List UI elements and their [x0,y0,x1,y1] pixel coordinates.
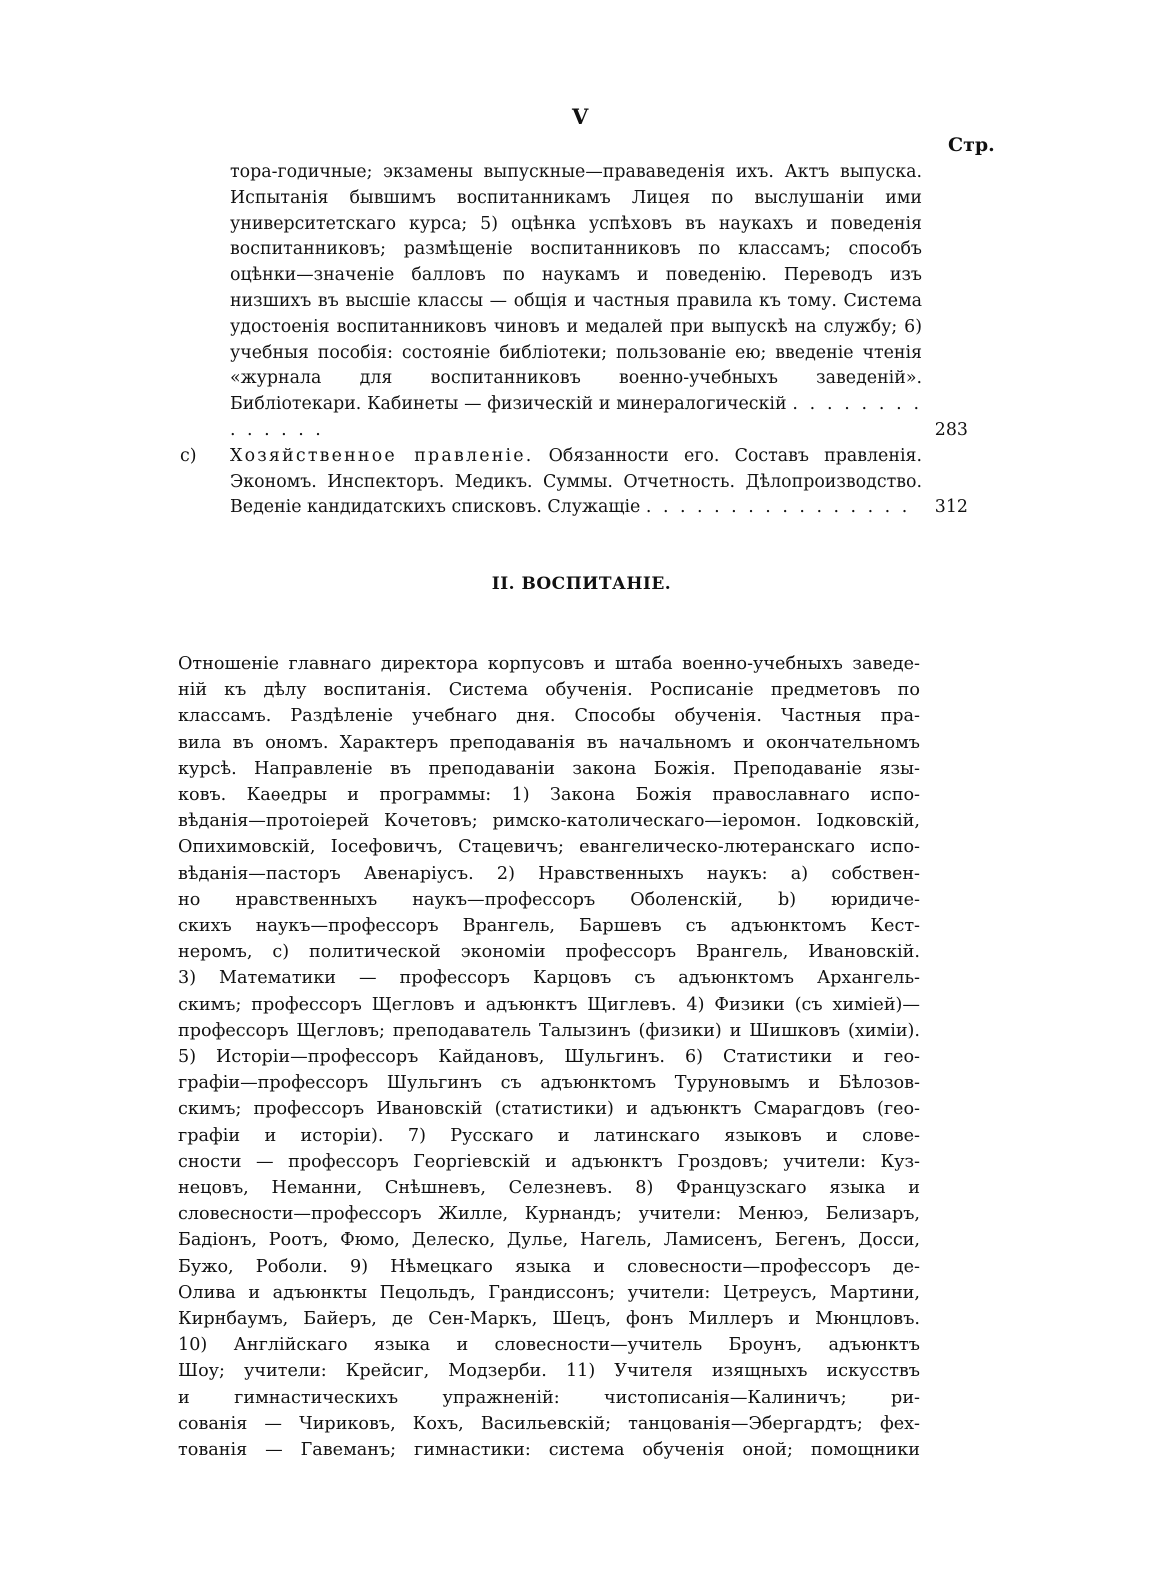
toc-entry-b [180,160,968,444]
toc-entry-c-text: Хозяйственное правленіе. Обязанности его. Составъ правленія. Экономъ. Инспекторъ. Медикъ. Суммы. Отчетность. Дѣлопроизводство. Веденіе кандидатскихъ списковъ. Служащіе . . . . . . . . . . . . . . . . [230,445,922,518]
body-line: вила въ ономъ. Характеръ преподаванія въ начальномъ и окончательномъ [178,732,920,753]
body-line: Бадіонъ, Роотъ, Фюмо, Делеско, Дулье, Нагель, Ламисенъ, Бегенъ, Досси, [178,1230,920,1251]
toc-entry-b-text: тора-годичные; экзамены выпускные—прававеденія ихъ. Актъ выпуска. Испытанія бывшимъ воспитанникамъ Лицея по выслушаніи ими университетскаго курса; 5) оцѣнка успѣховъ въ наукахъ и поведенія воспитанниковъ; размѣщеніе воспитанниковъ по классамъ; способъ оцѣнки—значеніе балловъ по наукамъ и поведенію. Переводъ изъ низшихъ въ высшіе классы — общія и частныя правила къ тому. Система удостоенія воспитанниковъ чиновъ и медалей при выпускѣ на службу; 6) учебныя пособія: состояніе библіотеки; пользованіе ею; введеніе чтенія «журнала для воспитанниковъ военно-учебныхъ заведеній». Библіотекари. Кабинеты — физическій и минералогическій . . . . . . . . . . . . . . [230,162,923,440]
body-line: нецовъ, Неманни, Снѣшневъ, Селезневъ. 8) Французскаго языка и [178,1178,920,1199]
body-line: словесности—профессоръ Жилле, Курнандъ; учители: Менюэ, Белизаръ, [178,1204,920,1225]
body-line: курсѣ. Направленіе въ преподаваніи закона Божія. Преподаваніе язы- [178,758,920,779]
table-of-contents [180,160,968,521]
body-line: профессоръ Щегловъ; преподаватель Талызинъ (физики) и Шишковъ (химіи). [178,1020,920,1041]
body-line: вѣданія—пасторъ Авенаріусъ. 2) Нравственныхъ наукъ: a) собствен- [178,863,920,884]
body-line: но нравственныхъ наукъ—профессоръ Оболенскій, b) юридиче- [178,889,920,910]
body-line: сованія — Чириковъ, Кохъ, Васильевскій; танцованія—Эбергардтъ; фех- [178,1413,920,1434]
toc-entry-c-heading: Хозяйственное правленіе. [230,445,534,466]
body-line: Шоу; учители: Крейсиг, Модзерби. 11) Учителя изящныхъ искусствъ [178,1361,920,1382]
body-line: неромъ, c) политической экономіи профессоръ Врангель, Ивановскій. [178,942,920,963]
body-line: тованія — Гавеманъ; гимнастики: система обученія оной; помощники [178,1440,920,1461]
toc-entry-c [180,444,968,521]
body-line: ковъ. Каѳедры и программы: 1) Закона Божія православнаго испо- [178,785,920,806]
body-line: 10) Англійскаго языка и словесности—учитель Броунъ, адъюнктъ [178,1335,920,1356]
body-line: графіи и исторіи). 7) Русскаго и латинскаго языковъ и слове- [178,1125,920,1146]
body-paragraph [178,651,920,1463]
body-line: 3) Математики — профессоръ Карцовъ съ адъюнктомъ Архангель- [178,968,920,989]
body-line: скимъ; профессоръ Ивановскій (статистики) и адъюнктъ Смарагдовъ (гео- [178,1099,920,1120]
section-title: II. ВОСПИТАНІЕ. [491,574,672,594]
body-line: Бужо, Роболи. 9) Нѣмецкаго языка и словесности—профессоръ де- [178,1256,920,1277]
body-line: и гимнастическихъ упражненій: чистописанія—Калиничъ; ри- [178,1387,920,1408]
body-line: скихъ наукъ—профессоръ Врангель, Баршевъ съ адъюнктомъ Кест- [178,916,920,937]
body-line: Олива и адъюнкты Пецольдъ, Грандиссонъ; учители: Цетреусъ, Мартини, [178,1282,920,1303]
toc-entry-b-page: 283 [934,419,968,440]
body-line: Кирнбаумъ, Байеръ, де Сен-Маркъ, Шецъ, фонъ Миллеръ и Мюнцловъ. [178,1309,920,1330]
body-line: вѣданія—протоіерей Кочетовъ; римско-католическаго—іеромон. Іодковскій, [178,811,920,832]
body-line: ній къ дѣлу воспитанія. Система обученія. Росписаніе предметовъ по [178,680,920,701]
toc-entry-c-marker: c) [180,445,197,466]
page-column-label: Стр. [948,134,995,156]
body-line: Отношеніе главнаго директора корпусовъ и штаба военно-учебныхъ заведе- [178,654,920,674]
body-line: графіи—профессоръ Шульгинъ съ адъюнктомъ Туруновымъ и Бѣлозов- [178,1073,920,1094]
body-line: скимъ; профессоръ Щегловъ и адъюнктъ Щиглевъ. 4) Физики (съ химіей)— [178,994,920,1015]
page-number: V [572,104,589,129]
body-line: классамъ. Раздѣленіе учебнаго дня. Способы обученія. Частныя пра- [178,706,920,727]
body-line: Опихимовскій, Іосефовичъ, Стацевичъ; евангелическо-лютеранскаго испо- [178,837,920,858]
toc-entry-c-page: 312 [934,497,968,518]
body-line: 5) Исторіи—профессоръ Кайдановъ, Шульгинъ. 6) Статистики и гео- [178,1047,920,1068]
body-line: сности — профессоръ Георгіевскій и адъюнктъ Гроздовъ; учители: Куз- [178,1151,920,1172]
